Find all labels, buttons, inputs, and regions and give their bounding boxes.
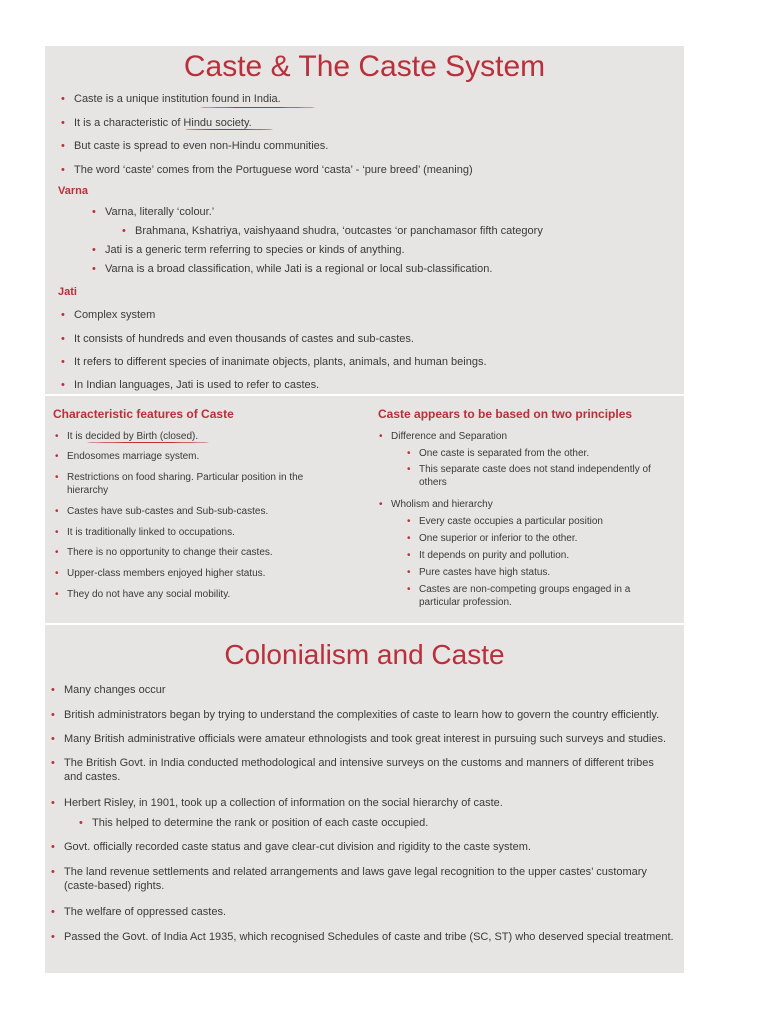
principle-subitem: • Castes are non-competing groups engaged in a particular profession.	[419, 583, 669, 609]
jati-item: • It consists of hundreds and even thousands of castes and sub-castes.	[74, 332, 414, 346]
jati-item: • In Indian languages, Jati is used to refer to castes.	[74, 378, 319, 392]
colonial-subitem: • This helped to determine the rank or position of each caste occupied.	[92, 816, 428, 830]
feature-item: • There is no opportunity to change their castes.	[67, 546, 273, 559]
feature-item: • They do not have any social mobility.	[67, 588, 230, 601]
colonial-item: • The British Govt. in India conducted methodological and intensive surveys on the customs and manners of different tribes and castes.	[64, 756, 674, 784]
feature-item: • Endosomes marriage system.	[67, 450, 199, 463]
intro-item: • It is a characteristic of Hindu society.	[74, 116, 252, 130]
principle-subitem: • This separate caste does not stand independently of others	[419, 463, 679, 489]
caste-system-title: Caste & The Caste System	[183, 50, 546, 83]
colonial-item: • Passed the Govt. of India Act 1935, which recognised Schedules of caste and tribe (SC, ST) who deserved special treatment.	[64, 930, 674, 944]
handwritten-underline	[200, 107, 315, 108]
colonialism-panel	[45, 625, 684, 973]
feature-item: • Castes have sub-castes and Sub-sub-castes.	[67, 505, 268, 518]
colonial-item: • Many British administrative officials were amateur ethnologists and took great interest in pursuing such surveys and studies.	[64, 732, 666, 746]
colonial-item: • Govt. officially recorded caste status and gave clear-cut division and rigidity to the caste system.	[64, 840, 531, 854]
feature-item: • It is traditionally linked to occupations.	[67, 526, 235, 539]
intro-item: • The word ‘caste’ comes from the Portuguese word ‘casta’ - ‘pure breed’ (meaning)	[74, 163, 473, 177]
jati-heading: Jati	[58, 286, 77, 298]
feature-item: • It is decided by Birth (closed).	[67, 430, 198, 443]
jati-item: • It refers to different species of inanimate objects, plants, animals, and human beings.	[74, 355, 487, 369]
principle-subitem: • It depends on purity and pollution.	[419, 549, 569, 562]
varna-subitem: • Brahmana, Kshatriya, vaishyaand shudra, ‘outcastes ‘or panchamasor fifth category	[135, 224, 543, 238]
principle-item: • Wholism and hierarchy	[391, 498, 493, 511]
colonial-item: • The welfare of oppressed castes.	[64, 905, 226, 919]
intro-item: • But caste is spread to even non-Hindu communities.	[74, 139, 328, 153]
principle-item: • Difference and Separation	[391, 430, 507, 443]
handwritten-underline	[185, 129, 273, 130]
principle-subitem: • Every caste occupies a particular position	[419, 515, 603, 528]
varna-item: • Jati is a generic term referring to species or kinds of anything.	[105, 243, 405, 257]
intro-item: • Caste is a unique institution found in India.	[74, 92, 281, 106]
handwritten-underline	[87, 442, 209, 443]
principle-subitem: • One caste is separated from the other.	[419, 447, 589, 460]
features-heading: Characteristic features of Caste	[53, 407, 234, 421]
colonial-item: • British administrators began by trying to understand the complexities of caste to learn how to govern the country efficiently.	[64, 708, 659, 722]
feature-item: • Restrictions on food sharing. Particular position in the hierarchy	[67, 471, 337, 497]
jati-item: • Complex system	[74, 308, 155, 322]
colonial-item: • Many changes occur	[64, 683, 166, 697]
varna-item: • Varna, literally ‘colour.’	[105, 205, 214, 219]
colonialism-title: Colonialism and Caste	[224, 639, 505, 670]
principle-subitem: • One superior or inferior to the other.	[419, 532, 577, 545]
colonial-item: • The land revenue settlements and related arrangements and laws gave legal recognition to the upper castes’ customary (caste-based) rights.	[64, 865, 676, 893]
varna-heading: Varna	[58, 185, 88, 197]
caste-system-panel	[45, 46, 684, 394]
varna-item: • Varna is a broad classification, while Jati is a regional or local sub-classification.	[105, 262, 492, 276]
caste-features-panel	[45, 396, 684, 623]
colonial-item: • Herbert Risley, in 1901, took up a collection of information on the social hierarchy of caste.	[64, 796, 503, 810]
feature-item: • Upper-class members enjoyed higher status.	[67, 567, 265, 580]
principles-heading: Caste appears to be based on two principles	[378, 407, 633, 421]
principle-subitem: • Pure castes have high status.	[419, 566, 550, 579]
